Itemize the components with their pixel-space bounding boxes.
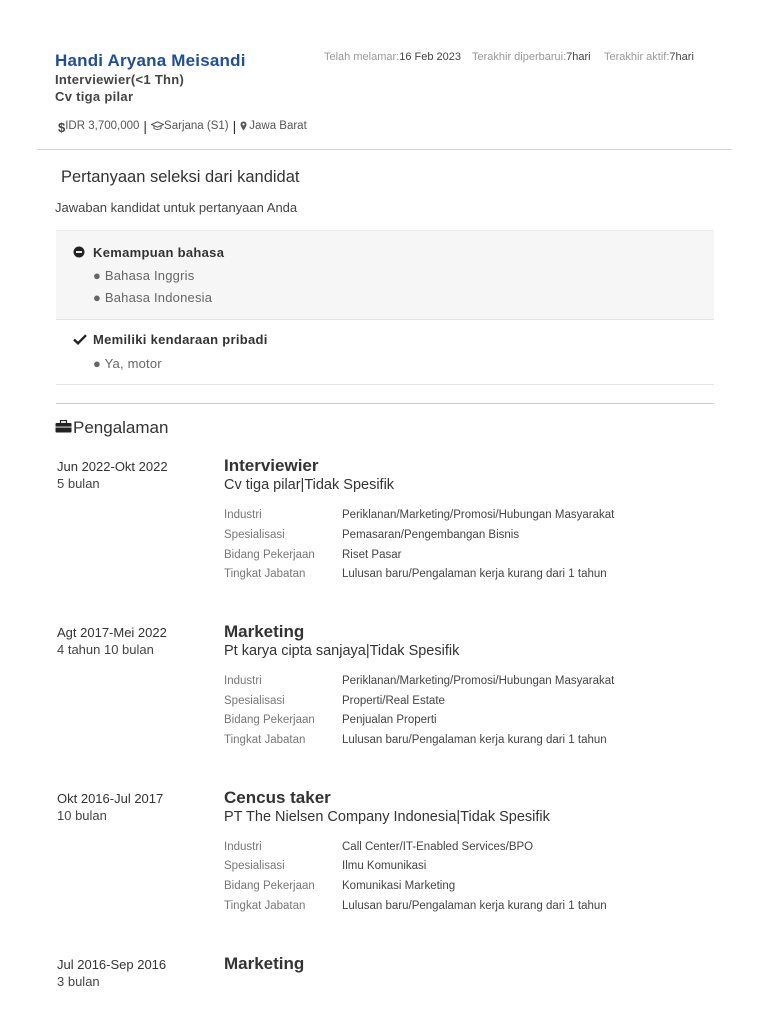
level-label: Tingkat Jabatan xyxy=(224,900,306,912)
graduation-cap-icon xyxy=(151,120,164,132)
specialization-label: Spesialisasi xyxy=(224,529,285,541)
specialization-value: Pemasaran/Pengembangan Bisnis xyxy=(342,529,520,541)
experience-date: Okt 2016-Jul 2017 xyxy=(57,791,164,806)
experience-company: Cv tiga pilar|Tidak Spesifik xyxy=(224,477,395,493)
applied-label: Telah melamar: xyxy=(324,51,400,63)
field-label: Bidang Pekerjaan xyxy=(224,714,315,726)
updated-status xyxy=(472,51,591,63)
experience-company: Pt karya cipta sanjaya|Tidak Spesifik xyxy=(224,643,460,659)
location-value: Jawa Barat xyxy=(249,120,307,132)
field-value: Riset Pasar xyxy=(342,549,402,561)
industry-value: Call Center/IT-Enabled Services/BPO xyxy=(342,841,534,853)
question-label: Kemampuan bahasa xyxy=(93,245,225,260)
candidate-name: Handi Aryana Meisandi xyxy=(55,51,246,70)
minus-circle-icon xyxy=(73,245,85,263)
experience-heading xyxy=(55,418,168,438)
answer-item: ● Bahasa Indonesia xyxy=(93,290,213,305)
active-label: Terakhir aktif: xyxy=(604,51,670,63)
field-value: Penjualan Properti xyxy=(342,714,437,726)
salary-value: IDR 3,700,000 xyxy=(65,120,140,132)
experience-title: Pengalaman xyxy=(73,418,169,437)
specialization-value: Properti/Real Estate xyxy=(342,695,445,707)
experience-date: Agt 2017-Mei 2022 xyxy=(57,625,167,640)
screening-title: Pertanyaan seleksi dari kandidat xyxy=(61,168,300,186)
experience-duration: 5 bulan xyxy=(57,476,100,491)
industry-value: Periklanan/Marketing/Promosi/Hubungan Masyarakat xyxy=(342,509,615,521)
dollar-icon: $ xyxy=(58,120,66,135)
updated-label: Terakhir diperbarui: xyxy=(472,51,567,63)
candidate-summary xyxy=(58,117,307,135)
industry-value: Periklanan/Marketing/Promosi/Hubungan Masyarakat xyxy=(342,675,615,687)
updated-value: 7hari xyxy=(566,51,591,63)
level-value: Lulusan baru/Pengalaman kerja kurang dari 1 tahun xyxy=(342,568,607,580)
field-value: Komunikasi Marketing xyxy=(342,880,456,892)
experience-company: PT The Nielsen Company Indonesia|Tidak Spesifik xyxy=(224,809,550,825)
applied-status xyxy=(324,51,461,63)
industry-label: Industri xyxy=(224,509,262,521)
specialization-value: Ilmu Komunikasi xyxy=(342,860,427,872)
briefcase-icon xyxy=(55,418,72,438)
active-status xyxy=(604,51,694,63)
map-pin-icon xyxy=(240,120,247,132)
level-label: Tingkat Jabatan xyxy=(224,568,306,580)
experience-role: Cencus taker xyxy=(224,788,331,807)
active-value: 7hari xyxy=(669,51,694,63)
experience-role: Interviewier xyxy=(224,456,319,475)
answer-item: ● Bahasa Inggris xyxy=(93,268,195,283)
checkmark-icon xyxy=(73,332,87,350)
candidate-company: Cv tiga pilar xyxy=(55,89,134,104)
experience-duration: 3 bulan xyxy=(57,974,100,989)
field-label: Bidang Pekerjaan xyxy=(224,549,315,561)
screening-subtitle: Jawaban kandidat untuk pertanyaan Anda xyxy=(55,200,298,215)
experience-role: Marketing xyxy=(224,622,305,641)
separator: | xyxy=(143,118,148,134)
specialization-label: Spesialisasi xyxy=(224,695,285,707)
industry-label: Industri xyxy=(224,841,262,853)
level-value: Lulusan baru/Pengalaman kerja kurang dari 1 tahun xyxy=(342,900,607,912)
section-divider xyxy=(56,403,714,404)
separator: | xyxy=(232,118,237,134)
experience-duration: 4 tahun 10 bulan xyxy=(57,642,154,657)
answer-item: ● Ya, motor xyxy=(93,356,162,371)
level-label: Tingkat Jabatan xyxy=(224,734,306,746)
experience-date: Jun 2022-Okt 2022 xyxy=(57,459,168,474)
education-value: Sarjana (S1) xyxy=(164,120,229,132)
experience-date: Jul 2016-Sep 2016 xyxy=(57,957,167,972)
header-divider xyxy=(37,149,732,150)
question-card xyxy=(56,230,714,320)
field-label: Bidang Pekerjaan xyxy=(224,880,315,892)
level-value: Lulusan baru/Pengalaman kerja kurang dari 1 tahun xyxy=(342,734,607,746)
industry-label: Industri xyxy=(224,675,262,687)
specialization-label: Spesialisasi xyxy=(224,860,285,872)
applied-value: 16 Feb 2023 xyxy=(399,51,461,63)
candidate-headline: Interviewier(<1 Thn) xyxy=(55,72,185,87)
experience-role: Marketing xyxy=(224,954,305,973)
question-card xyxy=(56,320,714,385)
experience-duration: 10 bulan xyxy=(57,808,107,823)
question-label: Memiliki kendaraan pribadi xyxy=(93,332,268,347)
